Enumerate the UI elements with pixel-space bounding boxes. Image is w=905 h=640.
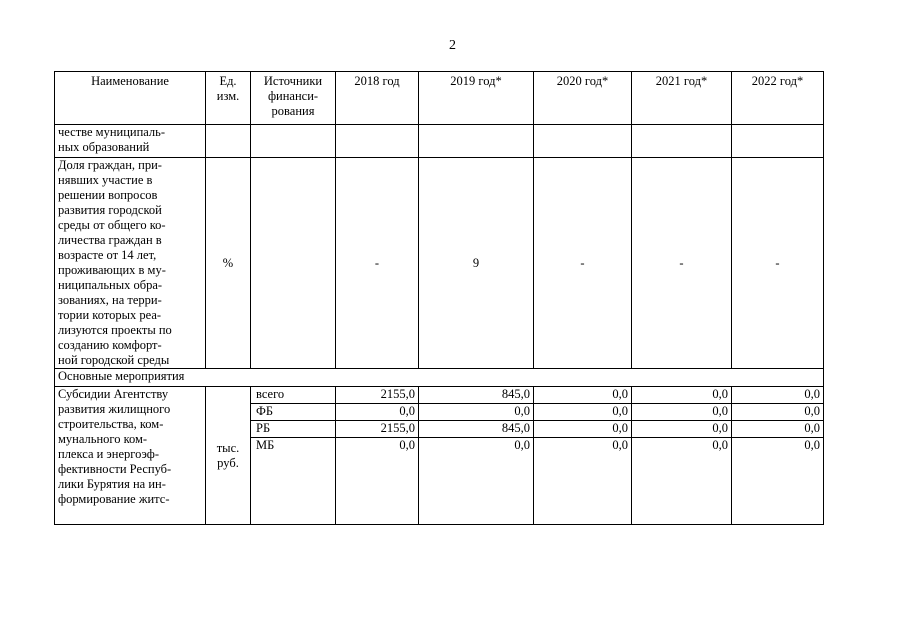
header-year-2020: 2020 год* (534, 72, 632, 125)
indicator-name-line: нявших участие в (58, 173, 153, 187)
header-year-2021: 2021 год* (632, 72, 732, 125)
value-cell: 2155,0 (336, 387, 419, 404)
value-cell: 0,0 (732, 404, 824, 421)
indicator-name-line: ной городской среды (58, 353, 170, 367)
measure-name-line: строительства, ком- (58, 417, 164, 431)
measure-name-line: формирование житс- (58, 492, 170, 506)
header-source: Источники финанси-рования (251, 72, 336, 125)
continuation-name-line: честве муниципаль- (58, 125, 166, 139)
indicator-value-2019: 9 (419, 158, 534, 369)
indicator-name-line: возрасте от 14 лет, (58, 248, 157, 262)
indicator-name-line: решении вопросов (58, 188, 158, 202)
indicator-value-2021: - (632, 158, 732, 369)
indicator-name-line: развития городской (58, 203, 162, 217)
value-cell: 0,0 (632, 421, 732, 438)
indicator-name-line: Доля граждан, при- (58, 158, 162, 172)
value-cell: 845,0 (419, 387, 534, 404)
value-cell: 0,0 (732, 387, 824, 404)
value-cell: 0,0 (534, 387, 632, 404)
indicator-name-line: ниципальных обра- (58, 278, 163, 292)
value-cell: 0,0 (419, 404, 534, 421)
value-cell: 0,0 (632, 387, 732, 404)
measure-unit: тыс. руб. (206, 387, 251, 525)
header-year-2018: 2018 год (336, 72, 419, 125)
indicator-value-2022: - (732, 158, 824, 369)
indicator-name-line: среды от общего ко- (58, 218, 166, 232)
continuation-name-cell (55, 125, 206, 158)
section-title: Основные мероприятия (55, 369, 824, 387)
indicator-value-2018: - (336, 158, 419, 369)
table-row (55, 158, 824, 369)
source-label: всего (251, 387, 336, 404)
value-cell: 0,0 (732, 438, 824, 525)
measure-name-line: фективности Респуб- (58, 462, 172, 476)
value-cell: 0,0 (336, 438, 419, 525)
indicator-name-line: личества граждан в (58, 233, 162, 247)
header-name: Наименование (55, 72, 206, 125)
indicator-name-line: лизуются проекты по (58, 323, 172, 337)
continuation-name-line: ных образований (58, 140, 150, 154)
source-label: МБ (251, 438, 336, 525)
indicator-value-2020: - (534, 158, 632, 369)
source-label: ФБ (251, 404, 336, 421)
measure-name-cell (55, 387, 206, 525)
page-number: 2 (449, 38, 456, 53)
header-year-2019: 2019 год* (419, 72, 534, 125)
indicator-unit: % (206, 158, 251, 369)
table-header-row (55, 72, 824, 125)
value-cell: 0,0 (336, 404, 419, 421)
indicator-name-line: тории которых реа- (58, 308, 162, 322)
value-cell: 0,0 (534, 438, 632, 525)
measure-name-line: развития жилищного (58, 402, 171, 416)
value-cell: 0,0 (632, 404, 732, 421)
value-cell: 0,0 (534, 421, 632, 438)
section-row (55, 369, 824, 387)
indicator-name-line: созданию комфорт- (58, 338, 162, 352)
value-cell: 845,0 (419, 421, 534, 438)
measure-name-line: мунального ком- (58, 432, 148, 446)
measure-name-line: Субсидии Агентству (58, 387, 169, 401)
value-cell: 0,0 (632, 438, 732, 525)
header-unit: Ед. изм. (206, 72, 251, 125)
measure-name-line: лики Бурятия на ин- (58, 477, 166, 491)
value-cell: 0,0 (534, 404, 632, 421)
indicator-name-cell (55, 158, 206, 369)
indicator-name-line: проживающих в му- (58, 263, 166, 277)
indicator-name-line: зованиях, на терри- (58, 293, 162, 307)
table-row (55, 387, 824, 404)
value-cell: 0,0 (732, 421, 824, 438)
source-label: РБ (251, 421, 336, 438)
value-cell: 0,0 (419, 438, 534, 525)
measure-name-line: плекса и энергоэф- (58, 447, 160, 461)
header-year-2022: 2022 год* (732, 72, 824, 125)
program-indicators-table (54, 71, 824, 525)
value-cell: 2155,0 (336, 421, 419, 438)
table-row (55, 125, 824, 158)
